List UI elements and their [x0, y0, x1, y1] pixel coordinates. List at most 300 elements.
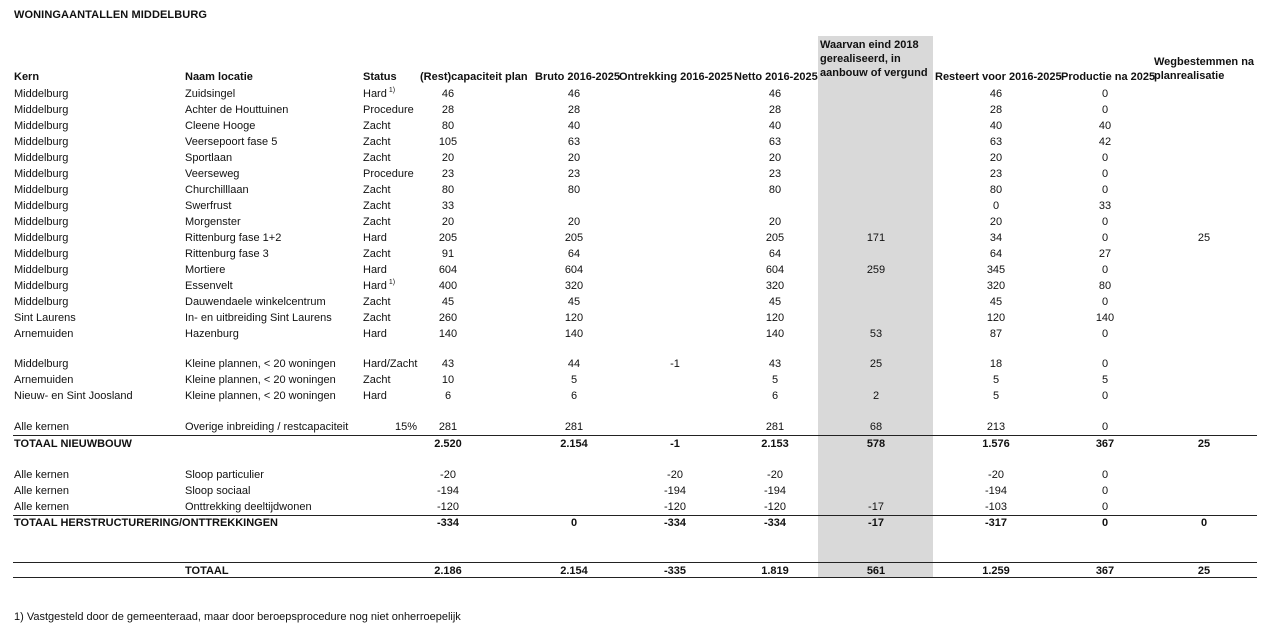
- cell-cap: [420, 166, 476, 182]
- cell-rest-value: 63: [989, 136, 1003, 148]
- cell-prod-value: 0: [1101, 88, 1109, 100]
- cell-kern: [14, 499, 179, 515]
- header-kern: Kern: [14, 71, 40, 83]
- header-waarvan: [820, 38, 928, 80]
- cell-naam-value: Sloop particulier: [185, 469, 264, 481]
- cell-netto-value: 281: [765, 421, 785, 433]
- cell-bruto: [546, 118, 602, 134]
- cell-kern: [14, 294, 179, 310]
- cell-netto-value: 64: [768, 248, 782, 260]
- cell-netto: [747, 182, 803, 198]
- cell-rest-value: 5: [992, 390, 1000, 402]
- cell-naam: [185, 483, 360, 499]
- cell-prod-value: 0: [1101, 517, 1109, 529]
- cell-kern: [14, 515, 278, 531]
- header-bruto: Bruto 2016-2025: [535, 71, 620, 83]
- cell-bruto: [546, 86, 602, 102]
- cell-kern-value: Middelburg: [14, 152, 69, 164]
- table-row: [0, 262, 1262, 278]
- cell-bruto-value: 45: [567, 296, 581, 308]
- cell-kern-value: Alle kernen: [14, 469, 70, 481]
- cell-status: [363, 198, 423, 214]
- cell-netto: [747, 214, 803, 230]
- cell-bruto-value: 320: [564, 280, 584, 292]
- cell-cap: [420, 499, 476, 515]
- cell-rest: [968, 326, 1024, 342]
- cell-prod: [1077, 86, 1133, 102]
- cell-waarvan-value: 171: [866, 232, 886, 244]
- cell-cap: [420, 246, 476, 262]
- cell-cap-value: 33: [441, 200, 455, 212]
- cell-cap: [420, 326, 476, 342]
- cell-cap: [420, 134, 476, 150]
- cell-prod: [1077, 230, 1133, 246]
- cell-naam-value: Hazenburg: [185, 328, 239, 340]
- cell-netto: [747, 419, 803, 435]
- cell-naam: [185, 419, 360, 435]
- cell-prod: [1077, 214, 1133, 230]
- cell-prod: [1077, 499, 1133, 515]
- cell-rest: [968, 230, 1024, 246]
- cell-ontr-value: -194: [663, 485, 687, 497]
- cell-rest-value: 87: [989, 328, 1003, 340]
- cell-ontr: [647, 515, 703, 531]
- cell-cap: [420, 310, 476, 326]
- cell-prod-value: 80: [1098, 280, 1112, 292]
- cell-cap: [420, 86, 476, 102]
- cell-cap-value: -20: [440, 469, 456, 481]
- cell-prod-value: 0: [1101, 421, 1109, 433]
- cell-rest-value: 1.259: [982, 565, 1010, 577]
- cell-netto: [747, 230, 803, 246]
- cell-prod-value: 140: [1095, 312, 1115, 324]
- cell-status: [363, 166, 423, 182]
- cell-rest: [968, 102, 1024, 118]
- cell-weg: [1176, 515, 1232, 531]
- cell-bruto-value: 20: [567, 152, 581, 164]
- cell-prod-value: 33: [1098, 200, 1112, 212]
- cell-bruto: [546, 150, 602, 166]
- cell-waarvan: [848, 419, 904, 435]
- cell-netto-value: 120: [765, 312, 785, 324]
- cell-naam-value: Morgenster: [185, 216, 241, 228]
- cell-cap-value: 6: [444, 390, 452, 402]
- cell-ontr: [647, 483, 703, 499]
- cell-bruto-value: 281: [564, 421, 584, 433]
- cell-cap: [420, 214, 476, 230]
- cell-rest-value: 64: [989, 248, 1003, 260]
- cell-kern: [14, 134, 179, 150]
- cell-weg-value: 0: [1200, 517, 1208, 529]
- cell-netto-value: 604: [765, 264, 785, 276]
- header-status: Status: [363, 71, 397, 83]
- cell-cap-value: 140: [438, 328, 458, 340]
- cell-netto-value: 6: [771, 390, 779, 402]
- cell-rest: [968, 182, 1024, 198]
- cell-netto: [747, 372, 803, 388]
- cell-cap: [420, 372, 476, 388]
- cell-kern-value: Middelburg: [14, 248, 69, 260]
- cell-rest-value: 46: [989, 88, 1003, 100]
- cell-kern: [14, 436, 179, 452]
- cell-rest: [968, 214, 1024, 230]
- cell-bruto: [546, 436, 602, 452]
- cell-kern: [14, 278, 179, 294]
- cell-prod: [1077, 483, 1133, 499]
- cell-rest: [968, 198, 1024, 214]
- cell-prod-value: 367: [1095, 438, 1115, 450]
- table-row: [0, 467, 1262, 483]
- cell-weg-value: 25: [1197, 232, 1211, 244]
- cell-bruto-value: 120: [564, 312, 584, 324]
- cell-rest: [968, 310, 1024, 326]
- cell-naam: [185, 262, 360, 278]
- cell-netto: [747, 356, 803, 372]
- cell-status: [363, 150, 423, 166]
- cell-rest: [968, 436, 1024, 452]
- cell-status-value: Hard: [363, 88, 387, 100]
- table-row: [0, 230, 1262, 246]
- cell-netto: [747, 310, 803, 326]
- cell-prod: [1077, 166, 1133, 182]
- cell-ontr: [647, 356, 703, 372]
- cell-status-value: Zacht: [363, 248, 391, 260]
- cell-rest: [968, 166, 1024, 182]
- cell-status-value: Procedure: [363, 168, 414, 180]
- cell-cap: [420, 150, 476, 166]
- cell-status: [363, 372, 423, 388]
- cell-rest-value: 0: [992, 200, 1000, 212]
- cell-rest-value: 23: [989, 168, 1003, 180]
- cell-rest: [968, 294, 1024, 310]
- rule-nieuwbouw: [13, 435, 1257, 436]
- cell-netto-value: 1.819: [761, 565, 789, 577]
- cell-naam: [185, 214, 360, 230]
- cell-waarvan-value: 578: [866, 438, 886, 450]
- cell-naam: [185, 278, 360, 294]
- cell-kern-value: Middelburg: [14, 358, 69, 370]
- cell-status: [363, 278, 423, 294]
- table-row: [0, 182, 1262, 198]
- rule-totaal-bottom: [13, 577, 1257, 578]
- cell-status-value: Zacht: [363, 200, 391, 212]
- cell-naam-value: Essenvelt: [185, 280, 233, 292]
- cell-kern-value: Middelburg: [14, 184, 69, 196]
- cell-cap-value: 80: [441, 184, 455, 196]
- cell-naam: [185, 150, 360, 166]
- cell-netto: [747, 326, 803, 342]
- table-row: [0, 198, 1262, 214]
- cell-rest: [968, 262, 1024, 278]
- cell-cap-value: 260: [438, 312, 458, 324]
- cell-rest-value: 40: [989, 120, 1003, 132]
- cell-naam: [185, 310, 360, 326]
- cell-waarvan: [848, 356, 904, 372]
- cell-rest: [968, 372, 1024, 388]
- cell-naam: [185, 326, 360, 342]
- cell-status: [363, 230, 423, 246]
- cell-kern: [14, 326, 179, 342]
- cell-prod-value: 0: [1101, 232, 1109, 244]
- cell-naam-value: Veerseweg: [185, 168, 240, 180]
- header-waarvan-line2: gerealiseerd, in: [820, 53, 901, 65]
- cell-prod-value: 0: [1101, 485, 1109, 497]
- cell-naam-value: Onttrekking deeltijdwonen: [185, 501, 312, 513]
- cell-rest: [968, 388, 1024, 404]
- cell-kern-value: Middelburg: [14, 136, 69, 148]
- cell-cap-value: 91: [441, 248, 455, 260]
- cell-netto-value: 28: [768, 104, 782, 116]
- cell-netto-value: -194: [763, 485, 787, 497]
- cell-bruto: [546, 246, 602, 262]
- cell-bruto: [546, 182, 602, 198]
- cell-bruto-value: 5: [570, 374, 578, 386]
- rule-totaal-top: [13, 562, 1257, 563]
- cell-kern: [14, 483, 179, 499]
- header-wegbestemmen: [1154, 55, 1254, 83]
- cell-status: [363, 102, 423, 118]
- cell-weg-value: 25: [1197, 438, 1211, 450]
- cell-cap-value: 23: [441, 168, 455, 180]
- cell-prod-value: 42: [1098, 136, 1112, 148]
- cell-rest-value: -20: [988, 469, 1004, 481]
- cell-netto: [747, 467, 803, 483]
- cell-rest: [968, 419, 1024, 435]
- cell-bruto: [546, 356, 602, 372]
- cell-status-value: Procedure: [363, 104, 414, 116]
- cell-cap-value: -120: [436, 501, 460, 513]
- cell-cap-value: 281: [438, 421, 458, 433]
- cell-netto: [747, 118, 803, 134]
- cell-kern-value: Middelburg: [14, 168, 69, 180]
- header-waarvan-line3: aanbouw of vergund: [820, 67, 928, 79]
- cell-prod: [1077, 134, 1133, 150]
- cell-status-value: Hard/Zacht: [363, 358, 418, 370]
- cell-kern: [14, 86, 179, 102]
- cell-prod-value: 0: [1101, 358, 1109, 370]
- cell-naam-value: Dauwendaele winkelcentrum: [185, 296, 326, 308]
- cell-netto: [747, 436, 803, 452]
- cell-naam-value: Overige inbreiding / restcapaciteit: [185, 421, 349, 433]
- table-row: [0, 388, 1262, 404]
- cell-prod: [1077, 278, 1133, 294]
- cell-naam-value: Zuidsingel: [185, 88, 236, 100]
- cell-status: [363, 310, 423, 326]
- cell-cap: [420, 102, 476, 118]
- cell-prod: [1077, 388, 1133, 404]
- cell-rest-value: 80: [989, 184, 1003, 196]
- table-row: [0, 102, 1262, 118]
- cell-bruto-value: 80: [567, 184, 581, 196]
- cell-status-value: Zacht: [363, 120, 391, 132]
- cell-netto: [747, 278, 803, 294]
- table-row: [0, 134, 1262, 150]
- cell-cap-value: 20: [441, 216, 455, 228]
- cell-naam: [185, 166, 360, 182]
- cell-naam-value: Rittenburg fase 3: [185, 248, 269, 260]
- cell-cap: [420, 515, 476, 531]
- cell-rest-value: 1.576: [982, 438, 1010, 450]
- table-row: [0, 483, 1262, 499]
- cell-status-value: Zacht: [363, 312, 391, 324]
- cell-prod: [1077, 262, 1133, 278]
- cell-waarvan-value: 561: [866, 565, 886, 577]
- cell-waarvan: [848, 499, 904, 515]
- cell-prod: [1077, 467, 1133, 483]
- cell-weg: [1176, 436, 1232, 452]
- cell-netto: [747, 134, 803, 150]
- cell-waarvan: [848, 436, 904, 452]
- cell-naam: [185, 86, 360, 102]
- cell-kern-value: Middelburg: [14, 296, 69, 308]
- cell-prod: [1077, 310, 1133, 326]
- table-row: [0, 214, 1262, 230]
- cell-naam: [185, 356, 360, 372]
- cell-status: [363, 246, 423, 262]
- cell-bruto: [546, 294, 602, 310]
- cell-status: [363, 356, 423, 372]
- cell-cap-value: 45: [441, 296, 455, 308]
- cell-naam-value: TOTAAL: [185, 565, 229, 577]
- cell-waarvan-value: -17: [868, 517, 884, 529]
- cell-cap: [420, 436, 476, 452]
- cell-cap-value: 20: [441, 152, 455, 164]
- cell-waarvan-value: 259: [866, 264, 886, 276]
- cell-bruto-value: 23: [567, 168, 581, 180]
- cell-ontr: [647, 436, 703, 452]
- total-row-nieuwbouw: [0, 436, 1262, 452]
- cell-cap: [420, 230, 476, 246]
- cell-rest: [968, 86, 1024, 102]
- header-wegbestemmen-line1: Wegbestemmen na: [1154, 56, 1255, 68]
- cell-ontr-value: -120: [663, 501, 687, 513]
- header-capaciteit: (Rest)capaciteit plan: [420, 71, 528, 83]
- cell-netto: [747, 515, 803, 531]
- cell-naam-value: Kleine plannen, < 20 woningen: [185, 374, 336, 386]
- cell-netto-value: 20: [768, 152, 782, 164]
- cell-naam: [185, 372, 360, 388]
- cell-status-value: Zacht: [363, 136, 391, 148]
- cell-bruto-value: 20: [567, 216, 581, 228]
- cell-netto-value: 46: [768, 88, 782, 100]
- cell-kern-value: Middelburg: [14, 280, 69, 292]
- cell-status: [363, 214, 423, 230]
- header-ontrekking: Ontrekking 2016-2025: [619, 71, 733, 83]
- cell-cap-value: 604: [438, 264, 458, 276]
- table-row: [0, 150, 1262, 166]
- cell-rest-value: 5: [992, 374, 1000, 386]
- cell-status: [363, 182, 423, 198]
- cell-netto-value: -20: [767, 469, 783, 481]
- cell-cap-value: -334: [436, 517, 460, 529]
- cell-cap-value: 400: [438, 280, 458, 292]
- cell-bruto: [546, 388, 602, 404]
- cell-prod-value: 367: [1095, 565, 1115, 577]
- table-row: [0, 166, 1262, 182]
- header-wegbestemmen-line2: planrealisatie: [1154, 70, 1225, 82]
- cell-naam-value: Veersepoort fase 5: [185, 136, 278, 148]
- cell-bruto: [546, 310, 602, 326]
- table-row: [0, 294, 1262, 310]
- cell-netto: [747, 294, 803, 310]
- cell-rest-value: -194: [984, 485, 1008, 497]
- cell-naam-value: Achter de Houttuinen: [185, 104, 289, 116]
- cell-rest-value: 213: [986, 421, 1006, 433]
- cell-naam-value: Kleine plannen, < 20 woningen: [185, 390, 336, 402]
- cell-naam-value: Cleene Hooge: [185, 120, 256, 132]
- header-resteert: Resteert voor 2016-2025: [935, 71, 1062, 83]
- cell-bruto-value: 2.154: [560, 565, 588, 577]
- cell-kern: [14, 118, 179, 134]
- cell-kern: [14, 102, 179, 118]
- cell-waarvan-value: 2: [872, 390, 880, 402]
- total-row-herstructurering: [0, 515, 1262, 531]
- cell-status: [363, 388, 423, 404]
- cell-naam: [185, 134, 360, 150]
- cell-status-value: Zacht: [363, 216, 391, 228]
- cell-prod: [1077, 419, 1133, 435]
- cell-cap: [420, 419, 476, 435]
- cell-rest: [968, 150, 1024, 166]
- cell-prod-value: 0: [1101, 501, 1109, 513]
- cell-kern: [14, 372, 179, 388]
- cell-prod-value: 0: [1101, 184, 1109, 196]
- cell-status-value: 15%: [395, 421, 418, 433]
- cell-cap-value: -194: [436, 485, 460, 497]
- cell-naam: [185, 294, 360, 310]
- cell-naam: [185, 182, 360, 198]
- cell-bruto: [546, 326, 602, 342]
- cell-kern-value: Nieuw- en Sint Joosland: [14, 390, 133, 402]
- cell-bruto-value: 40: [567, 120, 581, 132]
- cell-rest: [968, 278, 1024, 294]
- cell-prod-value: 0: [1101, 104, 1109, 116]
- cell-bruto-value: 0: [570, 517, 578, 529]
- cell-ontr-value: -1: [670, 358, 680, 370]
- cell-cap: [420, 262, 476, 278]
- cell-naam-value: In- en uitbreiding Sint Laurens: [185, 312, 332, 324]
- cell-waarvan-value: -17: [868, 501, 884, 513]
- table-row: [0, 326, 1262, 342]
- cell-weg-value: 25: [1197, 565, 1211, 577]
- cell-naam: [185, 198, 360, 214]
- cell-status-value: Hard: [363, 390, 387, 402]
- cell-bruto: [546, 102, 602, 118]
- cell-cap-value: 46: [441, 88, 455, 100]
- cell-cap: [420, 356, 476, 372]
- cell-prod: [1077, 150, 1133, 166]
- cell-waarvan: [848, 388, 904, 404]
- cell-bruto: [546, 419, 602, 435]
- cell-cap: [420, 198, 476, 214]
- page-title: WONINGAANTALLEN MIDDELBURG: [14, 9, 208, 21]
- cell-naam-value: Churchilllaan: [185, 184, 249, 196]
- cell-rest-value: -317: [984, 517, 1008, 529]
- cell-netto-value: 80: [768, 184, 782, 196]
- cell-netto-value: 40: [768, 120, 782, 132]
- cell-waarvan: [848, 230, 904, 246]
- cell-status-value: Hard: [363, 280, 387, 292]
- cell-kern: [14, 356, 179, 372]
- cell-status: [363, 294, 423, 310]
- cell-bruto-value: 44: [567, 358, 581, 370]
- header-netto: Netto 2016-2025: [734, 71, 818, 83]
- cell-netto-value: 23: [768, 168, 782, 180]
- cell-netto-value: 320: [765, 280, 785, 292]
- cell-cap-value: 2.186: [434, 565, 462, 577]
- cell-naam: [185, 118, 360, 134]
- cell-cap-value: 80: [441, 120, 455, 132]
